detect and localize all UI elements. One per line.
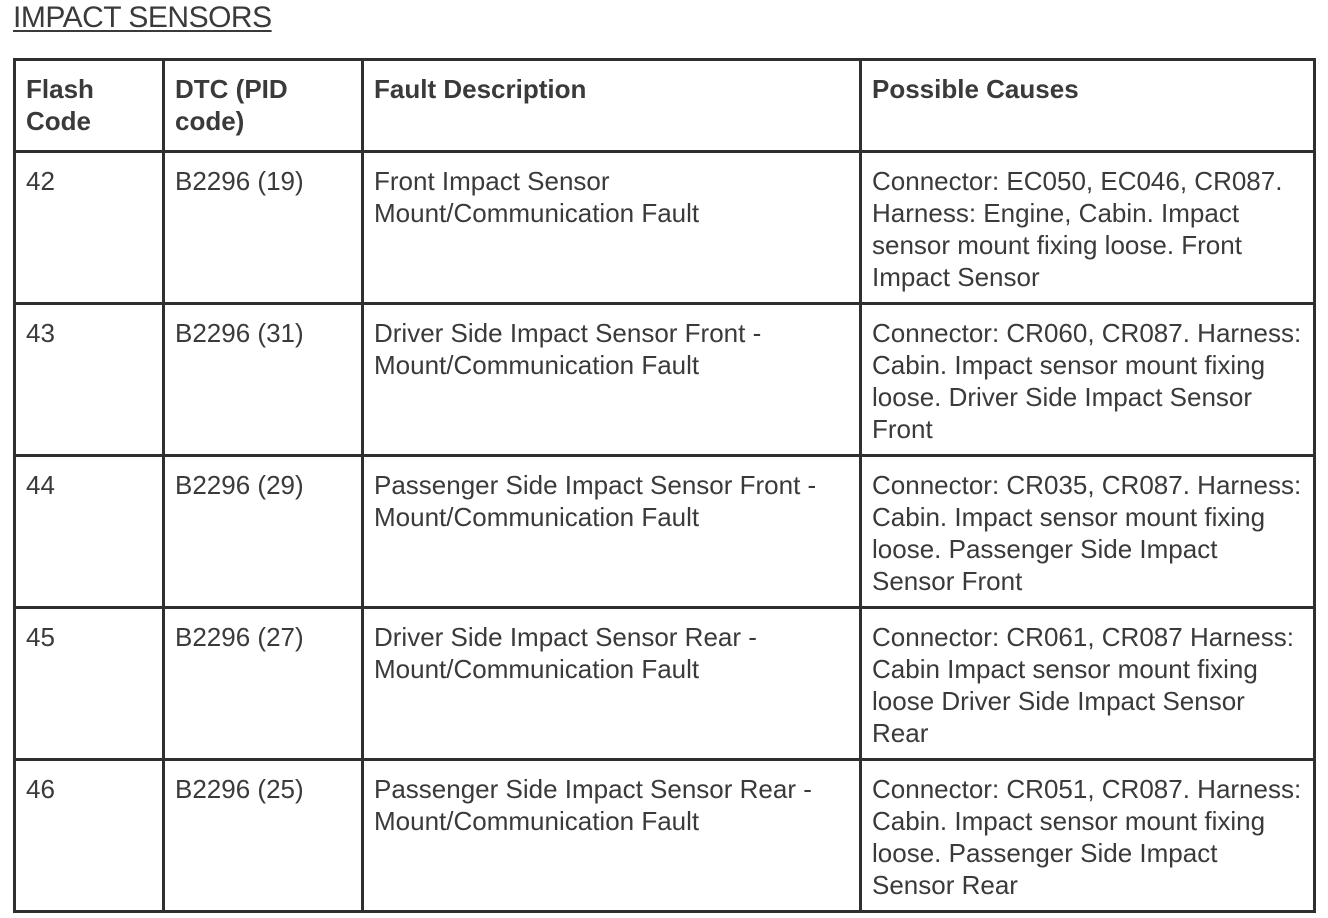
page-title: IMPACT SENSORS [13,1,272,34]
cell-fault-description: Driver Side Impact Sensor Rear - Mount/Communication Fault [363,608,861,760]
table-row [15,304,1315,456]
cell-fault-description: Driver Side Impact Sensor Front - Mount/Communication Fault [363,304,861,456]
header-fault-description: Fault Description [363,60,861,152]
header-flash-code: Flash Code [15,60,164,152]
header-dtc-pid-code: DTC (PID code) [164,60,363,152]
cell-flash-code: 46 [15,760,164,912]
cell-flash-code: 43 [15,304,164,456]
cell-dtc: B2296 (25) [164,760,363,912]
cell-flash-code: 42 [15,152,164,304]
cell-possible-causes: Connector: CR051, CR087. Harness: Cabin. Impact sensor mount fixing loose. Passenger Side Impact Sensor Rear [861,760,1315,912]
cell-dtc: B2296 (19) [164,152,363,304]
cell-flash-code: 45 [15,608,164,760]
cell-dtc: B2296 (29) [164,456,363,608]
impact-sensor-fault-table [13,58,1316,913]
cell-dtc: B2296 (27) [164,608,363,760]
header-possible-causes: Possible Causes [861,60,1315,152]
table-row [15,760,1315,912]
table-header-row [15,60,1315,152]
table-row [15,152,1315,304]
cell-possible-causes: Connector: EC050, EC046, CR087. Harness: Engine, Cabin. Impact sensor mount fixing loose. Front Impact Sensor [861,152,1315,304]
table-row [15,608,1315,760]
cell-possible-causes: Connector: CR060, CR087. Harness: Cabin. Impact sensor mount fixing loose. Driver Side Impact Sensor Front [861,304,1315,456]
cell-possible-causes: Connector: CR035, CR087. Harness: Cabin. Impact sensor mount fixing loose. Passenger Side Impact Sensor Front [861,456,1315,608]
cell-flash-code: 44 [15,456,164,608]
cell-fault-description: Front Impact Sensor Mount/Communication Fault [363,152,861,304]
cell-fault-description: Passenger Side Impact Sensor Front - Mount/Communication Fault [363,456,861,608]
cell-fault-description: Passenger Side Impact Sensor Rear - Mount/Communication Fault [363,760,861,912]
cell-possible-causes: Connector: CR061, CR087 Harness: Cabin Impact sensor mount fixing loose Driver Side Impact Sensor Rear [861,608,1315,760]
cell-dtc: B2296 (31) [164,304,363,456]
table-row [15,456,1315,608]
